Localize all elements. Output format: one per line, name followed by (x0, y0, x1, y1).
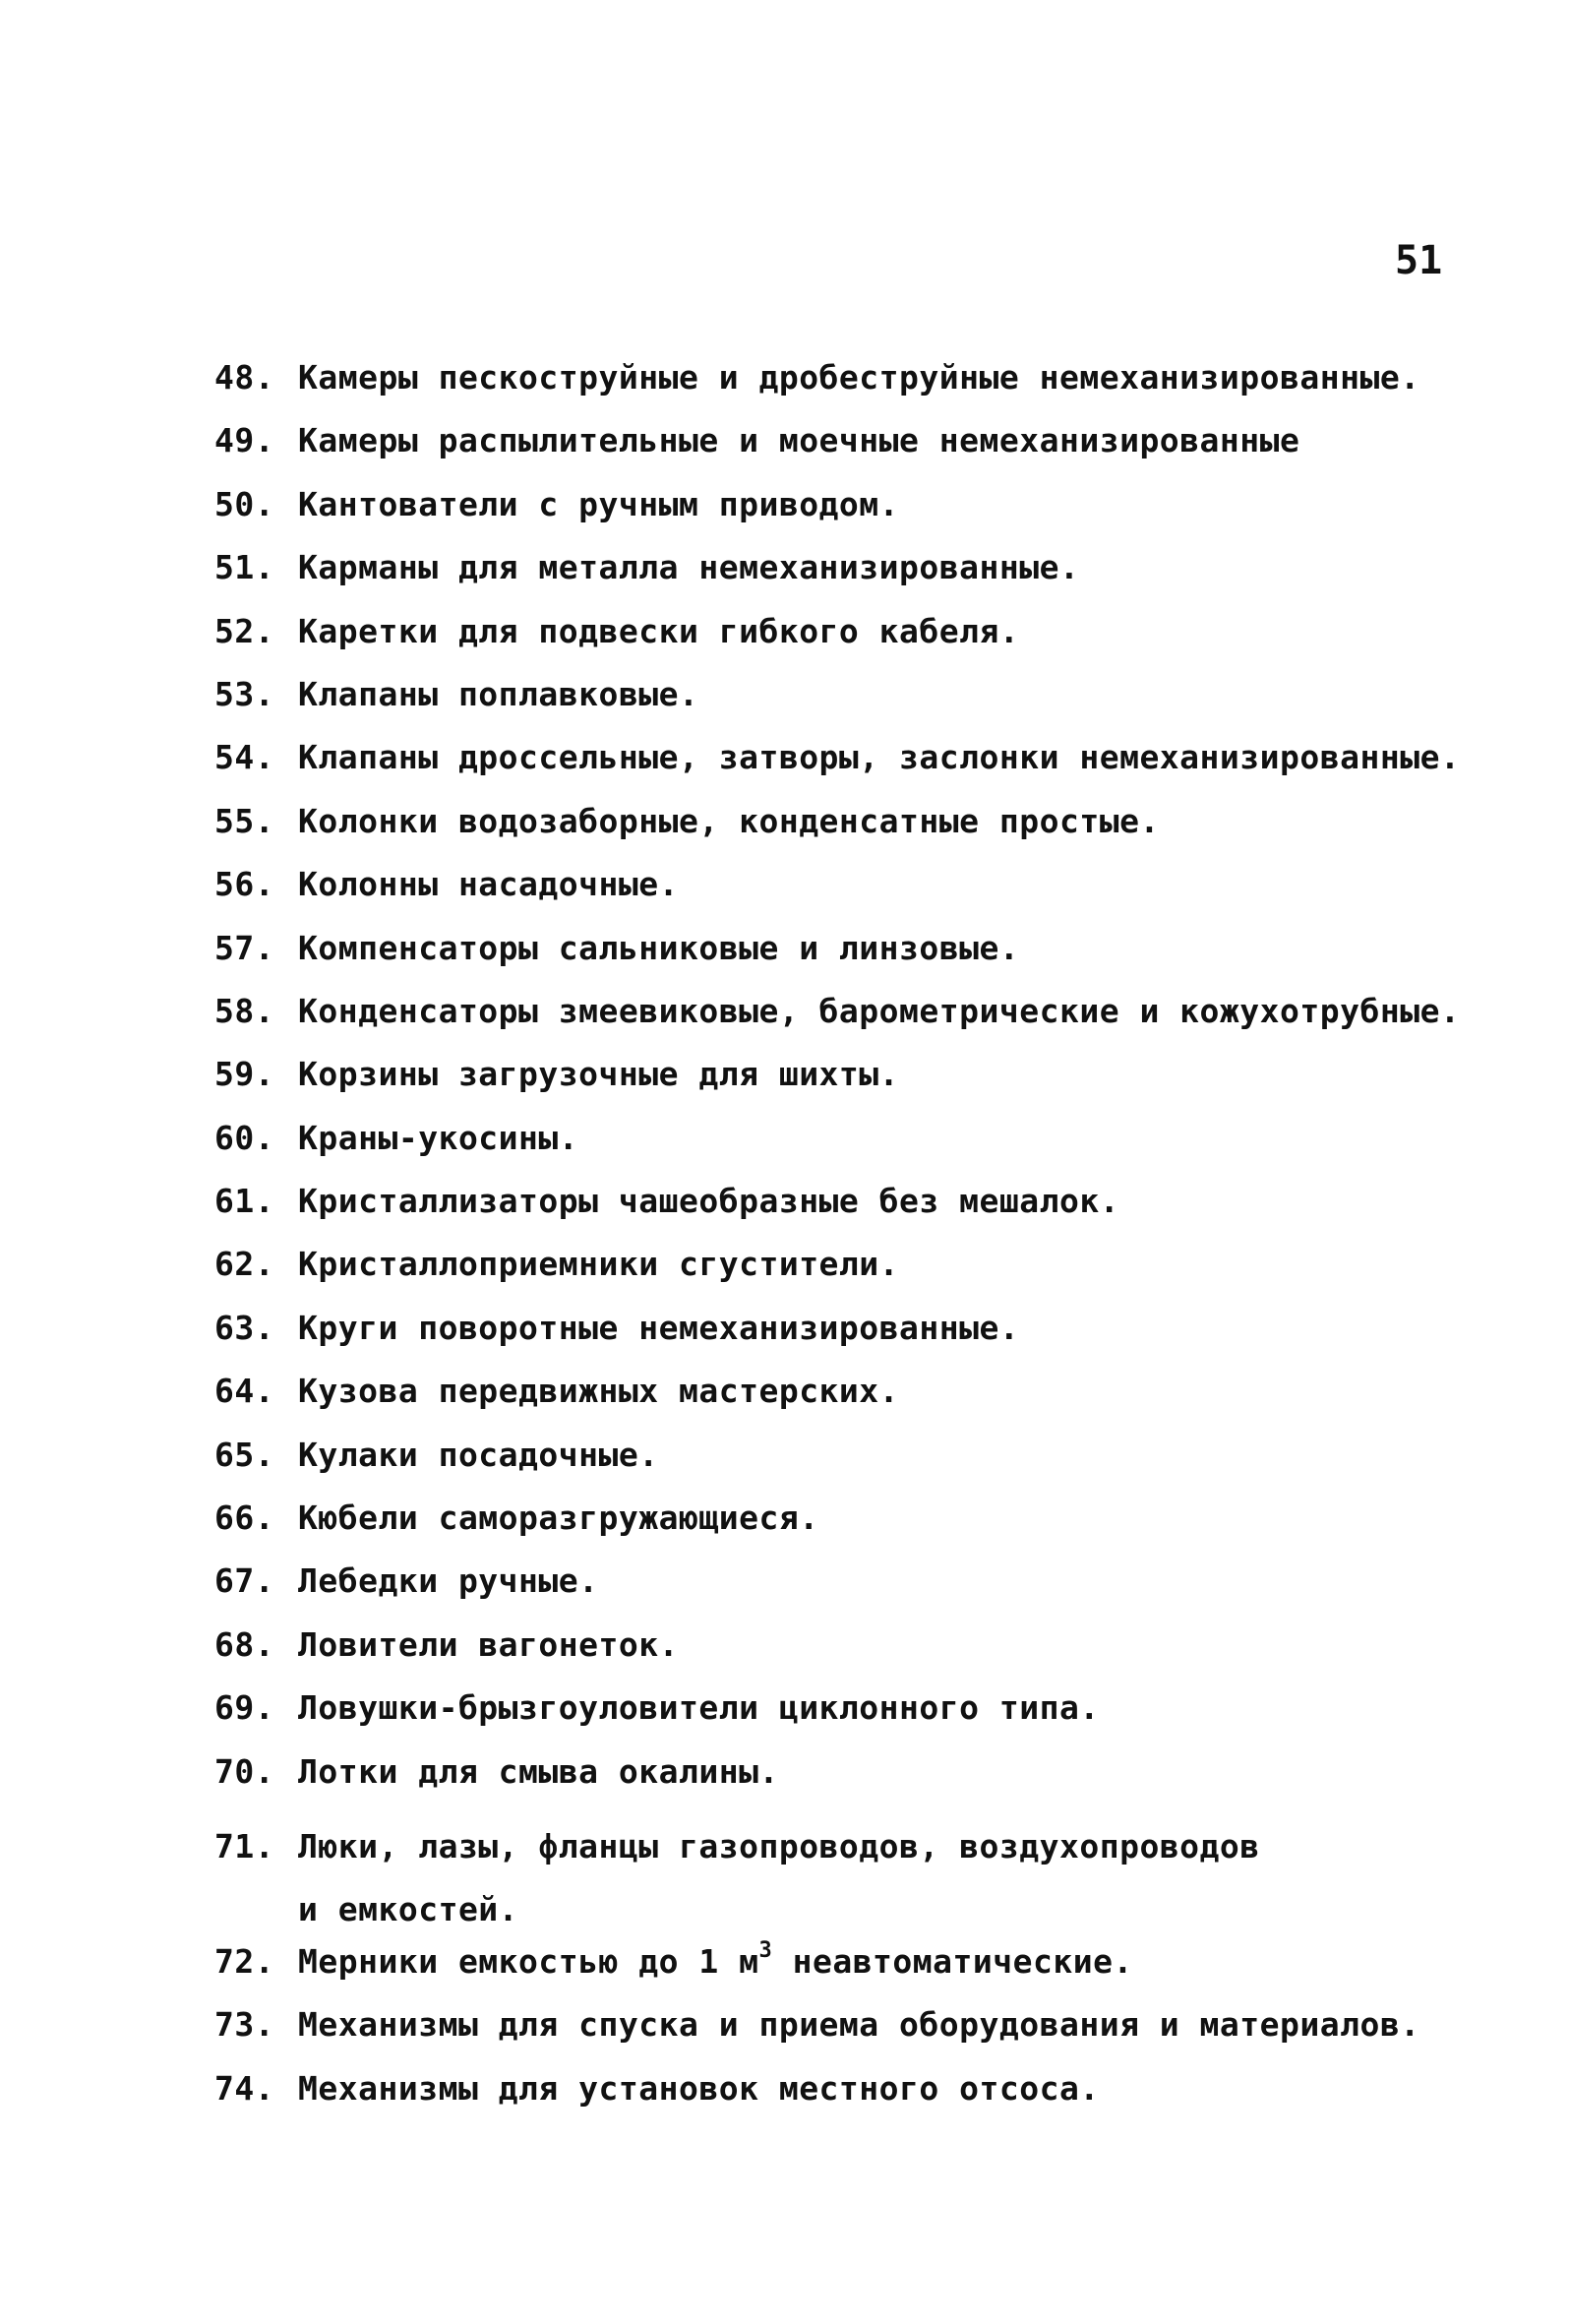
item-text: Кантователи с ручным приводом. (298, 484, 900, 523)
list-item (214, 2005, 1552, 2068)
item-number: 61. (214, 1182, 275, 1221)
list-item (214, 1752, 1552, 1815)
list-item (214, 1119, 1552, 1182)
item-text: Лебедки ручные. (298, 1561, 599, 1601)
item-number: 73. (214, 2005, 275, 2045)
list-item (214, 1245, 1552, 1308)
item-number: 55. (214, 801, 275, 840)
list-item (214, 675, 1552, 738)
item-text-part: Мерники емкостью до 1 м (298, 1941, 759, 1981)
item-number: 63. (214, 1308, 275, 1347)
list-item (214, 1815, 1552, 1942)
item-number: 56. (214, 865, 275, 904)
item-text: Кристаллоприемники сгустители. (298, 1245, 900, 1284)
list-item (214, 612, 1552, 675)
item-number: 52. (214, 611, 275, 650)
list-item (214, 1937, 1552, 2005)
item-text: Колонны насадочные. (298, 865, 679, 904)
item-text (298, 1937, 1133, 1981)
item-text: Конденсаторы змеевиковые, барометрические и кожухотрубные. (298, 991, 1461, 1030)
item-number: 62. (214, 1245, 275, 1284)
item-number: 74. (214, 2068, 275, 2108)
item-number: 64. (214, 1372, 275, 1411)
list-item (214, 1561, 1552, 1624)
item-number: 66. (214, 1498, 275, 1538)
list-item (214, 421, 1552, 484)
item-number: 69. (214, 1688, 275, 1728)
item-number: 70. (214, 1751, 275, 1791)
item-text: Карманы для металла немеханизированные. (298, 548, 1080, 587)
item-number: 50. (214, 484, 275, 523)
item-text: Клапаны дроссельные, затворы, заслонки немеханизированные. (298, 738, 1461, 777)
superscript: 3 (758, 1937, 773, 1963)
item-text: Кулаки посадочные. (298, 1435, 659, 1474)
list-item (214, 1372, 1552, 1435)
item-number: 58. (214, 991, 275, 1030)
list-item (214, 1625, 1552, 1688)
list-item (214, 1182, 1552, 1245)
item-text: Круги поворотные немеханизированные. (298, 1308, 1020, 1347)
item-text: Кюбели саморазгружающиеся. (298, 1498, 819, 1538)
item-number: 57. (214, 928, 275, 967)
list-item (214, 2069, 1552, 2132)
list-item (214, 1309, 1552, 1372)
item-number: 71. (214, 1826, 275, 1865)
list-item (214, 1688, 1552, 1751)
list-item (214, 865, 1552, 928)
item-text: Люки, лазы, фланцы газопроводов, воздухопроводов и емкостей. (298, 1826, 1260, 1929)
item-list (214, 358, 1552, 2132)
item-number: 72. (214, 1941, 275, 1981)
item-number: 53. (214, 674, 275, 713)
item-text: Ловушки-брызгоуловители циклонного типа. (298, 1688, 1100, 1728)
item-text: Камеры распылительные и моечные немеханизированные (298, 421, 1300, 460)
item-number: 59. (214, 1055, 275, 1094)
item-text: Клапаны поплавковые. (298, 674, 699, 713)
list-item (214, 1436, 1552, 1498)
list-item (214, 738, 1552, 801)
item-text: Кузова передвижных мастерских. (298, 1372, 900, 1411)
list-item (214, 802, 1552, 865)
item-number: 54. (214, 738, 275, 777)
item-number: 51. (214, 548, 275, 587)
item-text: Компенсаторы сальниковые и линзовые. (298, 928, 1020, 967)
item-text-part: неавтоматические. (772, 1941, 1133, 1981)
list-item (214, 548, 1552, 611)
item-number: 67. (214, 1561, 275, 1601)
item-text: Камеры пескоструйные и дробеструйные немеханизированные. (298, 358, 1420, 397)
item-text: Колонки водозаборные, конденсатные простые. (298, 801, 1160, 840)
item-number: 49. (214, 421, 275, 460)
item-text: Лотки для смыва окалины. (298, 1751, 779, 1791)
list-item (214, 929, 1552, 992)
item-number: 65. (214, 1435, 275, 1474)
item-text: Корзины загрузочные для шихты. (298, 1055, 900, 1094)
item-text: Кристаллизаторы чашеобразные без мешалок. (298, 1182, 1120, 1221)
item-text: Ловители вагонеток. (298, 1624, 679, 1664)
list-item (214, 485, 1552, 548)
item-number: 60. (214, 1118, 275, 1157)
page-number: 51 (1395, 238, 1443, 283)
item-number: 48. (214, 358, 275, 397)
item-text: Механизмы для установок местного отсоса. (298, 2068, 1100, 2108)
list-item (214, 1055, 1552, 1118)
item-text: Краны-укосины. (298, 1118, 579, 1157)
item-number: 68. (214, 1624, 275, 1664)
list-item (214, 358, 1552, 421)
item-text: Механизмы для спуска и приема оборудования и материалов. (298, 2005, 1420, 2045)
item-text: Каретки для подвески гибкого кабеля. (298, 611, 1020, 650)
list-item (214, 992, 1552, 1055)
list-item (214, 1498, 1552, 1561)
